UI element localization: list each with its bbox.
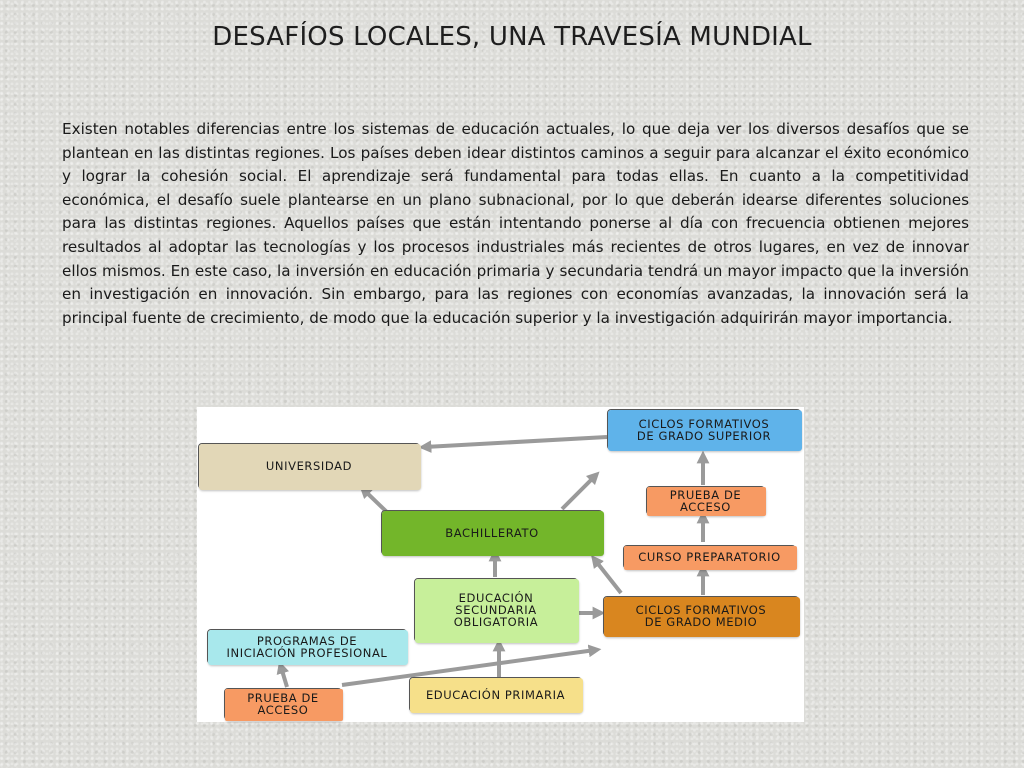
arrow-prueba-pip-to-pip: [281, 667, 287, 687]
arrow-ciclos-superior-to-universidad: [425, 437, 607, 447]
node-bachillerato: [381, 510, 603, 555]
education-flow-diagram: [197, 407, 804, 722]
node-prueba-acceso-superior-label: PRUEBA DE ACCESO: [669, 487, 742, 514]
node-primaria: [409, 677, 582, 712]
node-universidad: [198, 443, 420, 489]
node-eso-label: EDUCACIÓN SECUNDARIA OBLIGATORIA: [453, 591, 539, 629]
node-ciclos-medio-label: CICLOS FORMATIVOS DE GRADO MEDIO: [635, 603, 767, 629]
arrow-bachillerato-to-prueba-acceso: [562, 476, 595, 509]
node-primaria-label: EDUCACIÓN PRIMARIA: [425, 687, 566, 702]
node-curso-preparatorio: [623, 545, 796, 569]
arrow-ciclos-medio-to-bachillerato: [595, 560, 621, 593]
node-prueba-acceso-superior: [646, 486, 765, 515]
node-ciclos-superior-label: CICLOS FORMATIVOS DE GRADO SUPERIOR: [636, 416, 772, 443]
node-prueba-acceso-pip-label: PRUEBA DE ACCESO: [247, 691, 319, 717]
node-pip: [207, 629, 407, 664]
node-ciclos-superior: [607, 409, 801, 450]
node-pip-label: PROGRAMAS DE INICIACIÓN PROFESIONAL: [226, 633, 388, 660]
node-eso: [414, 578, 578, 642]
node-prueba-acceso-pip: [224, 688, 342, 720]
node-ciclos-medio: [603, 596, 799, 636]
node-curso-preparatorio-label: CURSO PREPARATORIO: [638, 550, 781, 564]
node-universidad-label: UNIVERSIDAD: [265, 459, 353, 473]
slide-title: DESAFÍOS LOCALES, UNA TRAVESÍA MUNDIAL: [212, 22, 812, 52]
node-bachillerato-label: BACHILLERATO: [445, 525, 539, 540]
body-paragraph: Existen notables diferencias entre los sistemas de educación actuales, lo que deja ver los diversos desafíos que se plantean en las distintas regiones. Los países deben idear distintos caminos a seguir para alcanzar el éxito económico y lograr la cohesión social. El aprendizaje será fundamental para todas ellas. En cuanto a la competitividad económica, el desafío suele plantearse en un plano subnacional, por lo que deberán idearse diferentes soluciones para las distintas regiones. Aquellos países que están intentando ponerse al día con frecuencia obtienen mejores resultados al adoptar las tecnologías y los procesos industriales más recientes de otros lugares, en vez de innovar ellos mismos. En este caso, la inversión en educación primaria y secundaria tendrá un mayor impacto que la inversión en investigación en innovación. Sin embargo, para las regiones con economías avanzadas, la innovación será la principal fuente de crecimiento, de modo que la educación superior y la investigación adquirirán mayor importancia.: [62, 120, 969, 327]
